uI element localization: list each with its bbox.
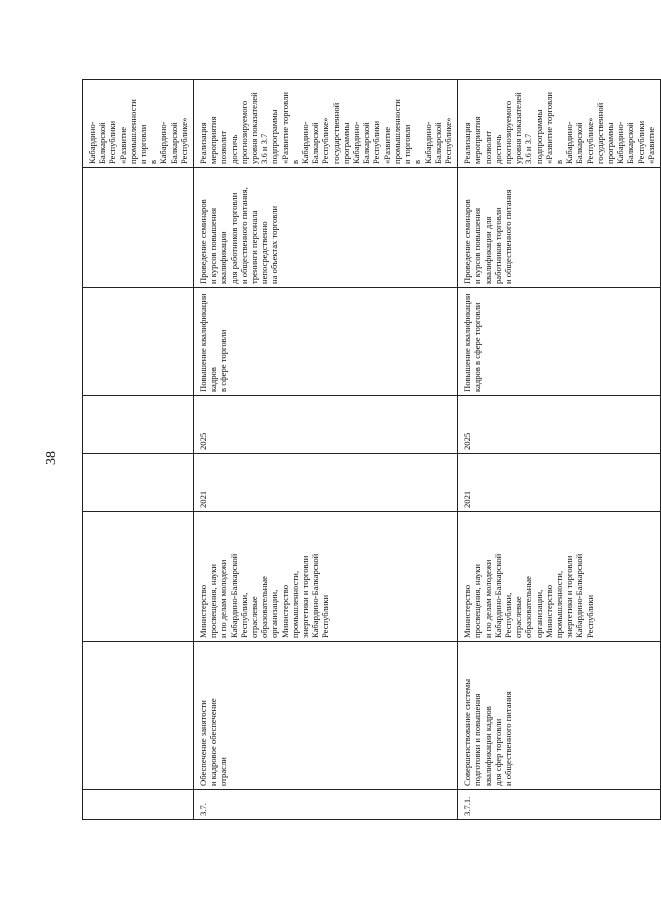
rotated-table-container <box>82 80 656 820</box>
cell-expected-result <box>83 288 194 396</box>
table-row <box>83 80 194 820</box>
cell-start-year: 2021 <box>458 454 661 512</box>
cell-end-year: 2025 <box>194 396 458 454</box>
cell-end-year <box>83 396 194 454</box>
table-row <box>458 80 661 820</box>
page-number: 38 <box>44 451 59 465</box>
table-row <box>194 80 458 820</box>
cell-expected-result: Повышение квалификации кадров в сфере торговли <box>194 288 458 396</box>
cell-program-link: Кабардино-Балкарской Республики «Развитие промышленности и торговли в Кабардино-Балкарской Республике» <box>83 80 194 168</box>
cell-start-year <box>83 454 194 512</box>
cell-main-activities <box>83 168 194 288</box>
cell-executor: Министерство просвещения, науки и по делам молодежи Кабардино-Балкарской Республики, отраслевые образовательные организации, Министерство промышленности, энергетики и торговли Кабардино-Балкарской Республики <box>458 512 661 642</box>
cell-measure-name: Совершенствование системы подготовки и повышения квалификации кадров для сфер торговли и общественного питания <box>458 642 661 790</box>
program-measures-table <box>82 79 661 820</box>
cell-executor <box>83 512 194 642</box>
cell-executor: Министерство просвещения, науки и по делам молодежи Кабардино-Балкарской Республики, отраслевые образовательные организации, Министерство промышленности, энергетики и торговли Кабардино-Балкарской Республики <box>194 512 458 642</box>
cell-main-activities: Проведение семинаров и курсов повышения квалификации для работников торговли и общественного питания, тренинги персонала непосредственно на объектах торговли <box>194 168 458 288</box>
cell-start-year: 2021 <box>194 454 458 512</box>
cell-expected-result: Повышение квалификации кадров в сфере торговли <box>458 288 661 396</box>
cell-measure-name: Обеспечение занятости и кадровое обеспечение отрасли <box>194 642 458 790</box>
cell-number <box>83 790 194 820</box>
cell-program-link: Реализация мероприятия позволит достичь прогнозируемого уровня показателей 3.6 и 3.7 подпрограммы «Развитие торговли в Кабардино-Балкарской Республике» государственной программы Кабардино-Балкарской Республики «Развитие промышленности и торговли в Кабардино-Балкарской Республике» <box>194 80 458 168</box>
cell-main-activities: Проведение семинаров и курсов повышения квалификации для работников торговли и общественного питания <box>458 168 661 288</box>
cell-number: 3.7.1. <box>458 790 661 820</box>
cell-end-year: 2025 <box>458 396 661 454</box>
cell-program-link: Реализация мероприятия позволит достичь прогнозируемого уровня показателей 3.6 и 3.7 подпрограммы «Развитие торговли в Кабардино-Балкарской Республике» государственной программы Кабардино-Балкарской Республики «Развитие <box>458 80 661 168</box>
cell-measure-name <box>83 642 194 790</box>
cell-number: 3.7. <box>194 790 458 820</box>
